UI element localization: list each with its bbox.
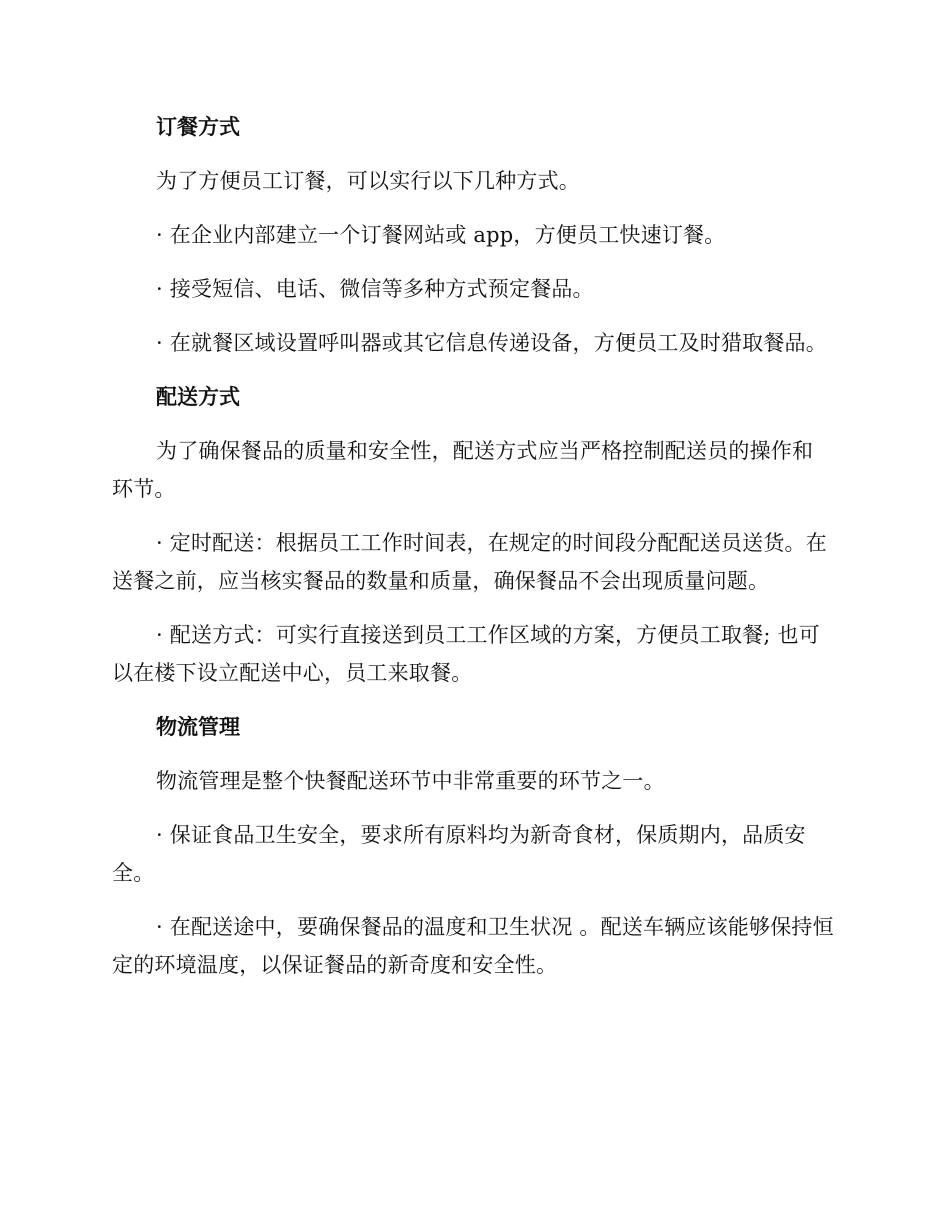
paragraph: 物流管理是整个快餐配送环节中非常重要的环节之一。 <box>156 769 665 793</box>
bullet-paragraph: · 在企业内部建立一个订餐网站或 app，方便员工快速订餐。 <box>156 223 726 247</box>
section-heading: 订餐方式 <box>156 115 240 139</box>
section-logistics <box>112 708 834 984</box>
section-delivery <box>112 378 834 692</box>
bullet-paragraph: · 定时配送：根据员工工作时间表，在规定的时间段分配配送员送货。在送餐之前，应当核实餐品的数量和质量，确保餐品不会出现质量问题。 <box>112 531 827 593</box>
bullet-paragraph: · 在配送途中，要确保餐品的温度和卫生状况 。配送车辆应该能够保持恒定的环境温度，以保证餐品的新奇度和安全性。 <box>112 915 834 977</box>
section-ordering <box>112 108 834 362</box>
document-page <box>112 108 834 1000</box>
section-heading: 物流管理 <box>156 715 240 739</box>
section-heading: 配送方式 <box>156 385 240 409</box>
bullet-paragraph: · 配送方式：可实行直接送到员工工作区域的方案，方便员工取餐; 也可以在楼下设立配送中心，员工来取餐。 <box>112 623 820 685</box>
bullet-paragraph: · 保证食品卫生安全，要求所有原料均为新奇食材，保质期内，品质安全。 <box>112 823 806 885</box>
paragraph: 为了确保餐品的质量和安全性，配送方式应当严格控制配送员的操作和环节。 <box>112 439 814 501</box>
bullet-paragraph: · 接受短信、电话、微信等多种方式预定餐品。 <box>156 277 594 301</box>
paragraph: 为了方便员工订餐，可以实行以下几种方式。 <box>156 169 580 193</box>
bullet-paragraph: · 在就餐区域设置呼叫器或其它信息传递设备，方便员工及时猎取餐品。 <box>156 331 827 355</box>
